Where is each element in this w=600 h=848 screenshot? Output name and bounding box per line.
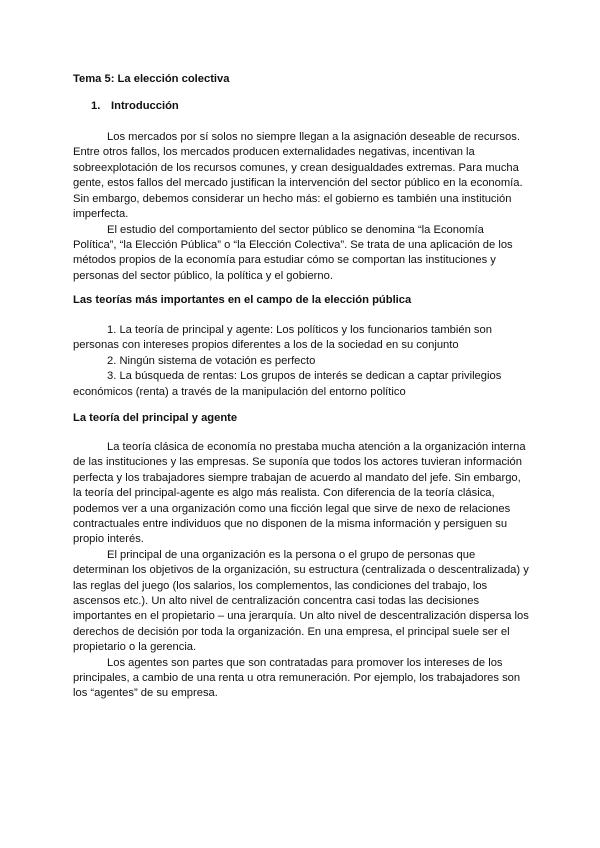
principal-agente-paragraph-1 (73, 440, 543, 548)
text-line: propietario o la gerencia. (73, 641, 197, 654)
heading-principal-agente: La teoría del principal y agente (73, 412, 238, 424)
text-line: 1. La teoría de principal y agente: Los políticos y los funcionarios también son (107, 324, 492, 336)
principal-agente-paragraph-3 (73, 656, 543, 702)
text-line: personas del sector público, la política y el gobierno. (73, 269, 333, 282)
heading-teorias: Las teorías más importantes en el campo de la elección pública (73, 294, 412, 306)
text-line: gente, estos fallos del mercado justifican la intervención del sector público en la economía. (73, 177, 523, 190)
text-line: contractuales entre individuos que no disponen de la misma información y persiguen su (73, 517, 508, 530)
intro-paragraph-2 (73, 223, 543, 285)
text-line: principales, a cambio de una renta u otra remuneración. Por ejemplo, los trabajadores son (73, 671, 521, 684)
document-title: Tema 5: La elección colectiva (73, 73, 230, 85)
text-line: 3. La búsqueda de rentas: Los grupos de interés se dedican a captar privilegios (107, 370, 502, 383)
text-line: los “agentes” de su empresa. (73, 687, 218, 700)
list-item-3 (73, 369, 543, 400)
text-line: El estudio del comportamiento del sector público se denomina “la Economía (107, 223, 484, 236)
text-line: la teoría del principal-agente es algo más realista. Con diferencia de la teoría clásica, (73, 487, 495, 500)
list-item-1 (73, 323, 543, 354)
text-line: las reglas del juego (los salarios, los complementos, las condiciones del trabajo, los (73, 579, 488, 592)
text-line: Política”, “la Elección Pública” o “la Elección Colectiva”. Se trata de una aplicación de los (73, 238, 513, 251)
text-line: Entre otros fallos, los mercados producen externalidades negativas, incentivan la (73, 146, 475, 159)
text-line: Sin embargo, debemos considerar un hecho más: el gobierno es también una institución (73, 192, 512, 205)
principal-agente-paragraph-2 (73, 548, 543, 656)
section-number: 1. (91, 100, 101, 112)
text-line: 2. Ningún sistema de votación es perfecto (107, 354, 316, 367)
intro-paragraph-1 (73, 130, 543, 222)
text-line: ascensos etc.). Un alto nivel de centralización concentra casi todas las decisiones (73, 594, 480, 607)
text-line: perfecta y los trabajadores siempre trabajan de acuerdo al mandato del jefe. Sin embargo, (73, 471, 521, 484)
section-heading-introduccion (91, 99, 561, 114)
text-line: métodos propios de la economía para estudiar cómo se comportan las instituciones y (73, 254, 496, 267)
list-item-2 (73, 354, 543, 369)
text-line: importantes en el propietario – una jerarquía. Un alto nivel de descentralización dispersa los (73, 610, 529, 623)
text-line: personas con intereses propios diferentes a los de la sociedad en su conjunto (73, 339, 459, 352)
text-line: podemos ver a una organización como una ficción legal que sirve de nexo de relaciones (73, 502, 511, 515)
text-line: sobreexplotación de los recursos comunes, y crean desigualdades extremas. Para mucha (73, 161, 519, 174)
text-line: imperfecta. (73, 207, 129, 220)
text-line: propio interés. (73, 533, 144, 546)
text-line: de las instituciones y las empresas. Se suponía que todos los actores tuvieran información (73, 456, 522, 469)
text-line: determinan los objetivos de la organización, su estructura (centralizada o descentralizada) y (73, 564, 529, 577)
text-line: Los mercados por sí solos no siempre llegan a la asignación deseable de recursos. (107, 131, 520, 143)
text-line: Los agentes son partes que son contratadas para promover los intereses de los (107, 656, 503, 669)
text-line: derechos de decisión por toda la organización. En una empresa, el principal suele ser el (73, 625, 510, 638)
text-line: La teoría clásica de economía no prestaba mucha atención a la organización interna (107, 441, 526, 453)
text-line: económicos (renta) a través de la manipulación del entorno político (73, 385, 406, 398)
text-line: El principal de una organización es la persona o el grupo de personas que (107, 548, 476, 561)
section-label: Introducción (111, 100, 179, 112)
